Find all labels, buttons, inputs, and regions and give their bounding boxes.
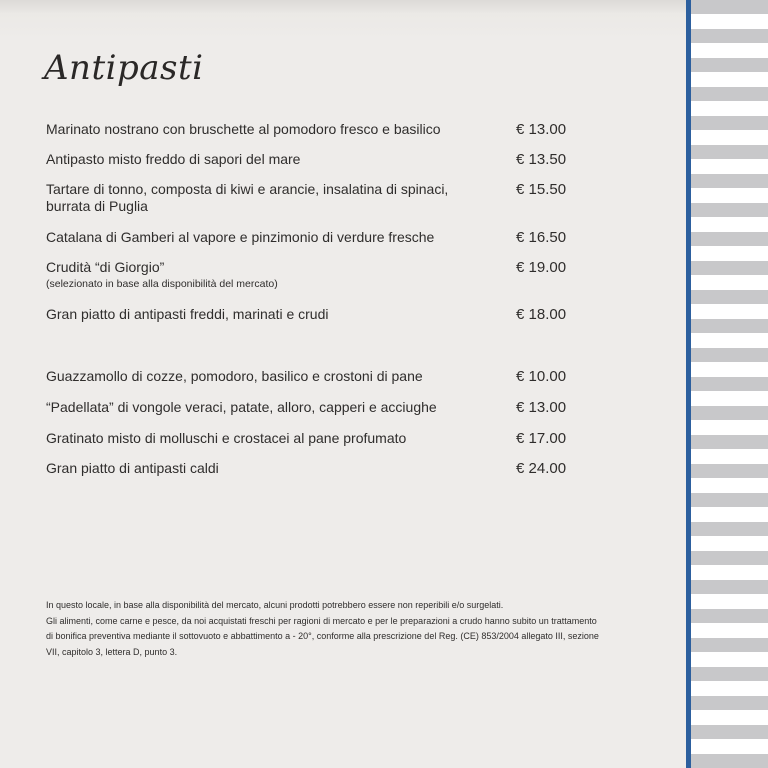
disclaimer-line: Gli alimenti, come carne e pesce, da noi acquistati freschi per ragioni di mercato e per le preparazioni a crudo hanno subito un trattamento di bonifica preventiva mediante il sottovuoto e abbattimento a - 20°, conforme alla prescrizione del Reg. (CE) 853/2004 allegato III, sezione VII, capitolo 3, lettera D, punto 3.: [46, 615, 599, 657]
menu-item-price: € 17.00: [516, 430, 567, 447]
menu-item-note: (selezionato in base alla disponibilità del mercato): [46, 278, 278, 290]
menu-item-price: € 10.00: [516, 368, 567, 385]
menu-item-name: “Padellata” di vongole veraci, patate, alloro, capperi e acciughe: [46, 399, 437, 415]
menu-item-name: Marinato nostrano con bruschette al pomodoro fresco e basilico: [46, 121, 441, 137]
menu-item-price: € 13.00: [516, 121, 567, 138]
menu-item-name: Gran piatto di antipasti freddi, marinati e crudi: [46, 306, 329, 322]
menu-item-price: € 13.00: [516, 399, 567, 416]
menu-item-name: Guazzamollo di cozze, pomodoro, basilico e crostoni di pane: [46, 368, 423, 384]
disclaimer: [46, 598, 606, 660]
striped-border: [691, 0, 768, 768]
menu-item-name: Catalana di Gamberi al vapore e pinzimonio di verdure fresche: [46, 229, 435, 245]
disclaimer-line: In questo locale, in base alla disponibilità del mercato, alcuni prodotti potrebbero essere non reperibili e/o surgelati.: [46, 600, 504, 610]
menu-item-price: € 15.50: [516, 181, 567, 198]
menu-item-name: Tartare di tonno, composta di kiwi e arancie, insalatina di spinaci, burrata di Puglia: [46, 181, 449, 214]
menu-item-name: Crudità “di Giorgio”: [46, 259, 165, 275]
menu-item-price: € 18.00: [516, 306, 567, 323]
menu-item-price: € 13.50: [516, 151, 567, 168]
menu-item-name: Gran piatto di antipasti caldi: [46, 460, 219, 476]
menu-item-name-group: [46, 259, 486, 291]
menu-item-price: € 24.00: [516, 460, 567, 477]
menu-item-price: € 16.50: [516, 229, 567, 246]
menu-item-price: € 19.00: [516, 259, 567, 276]
menu-item-name: Gratinato misto di molluschi e crostacei al pane profumato: [46, 430, 407, 446]
menu-title: Antipasti: [44, 48, 204, 88]
menu-item-name: Antipasto misto freddo di sapori del mare: [46, 151, 301, 167]
